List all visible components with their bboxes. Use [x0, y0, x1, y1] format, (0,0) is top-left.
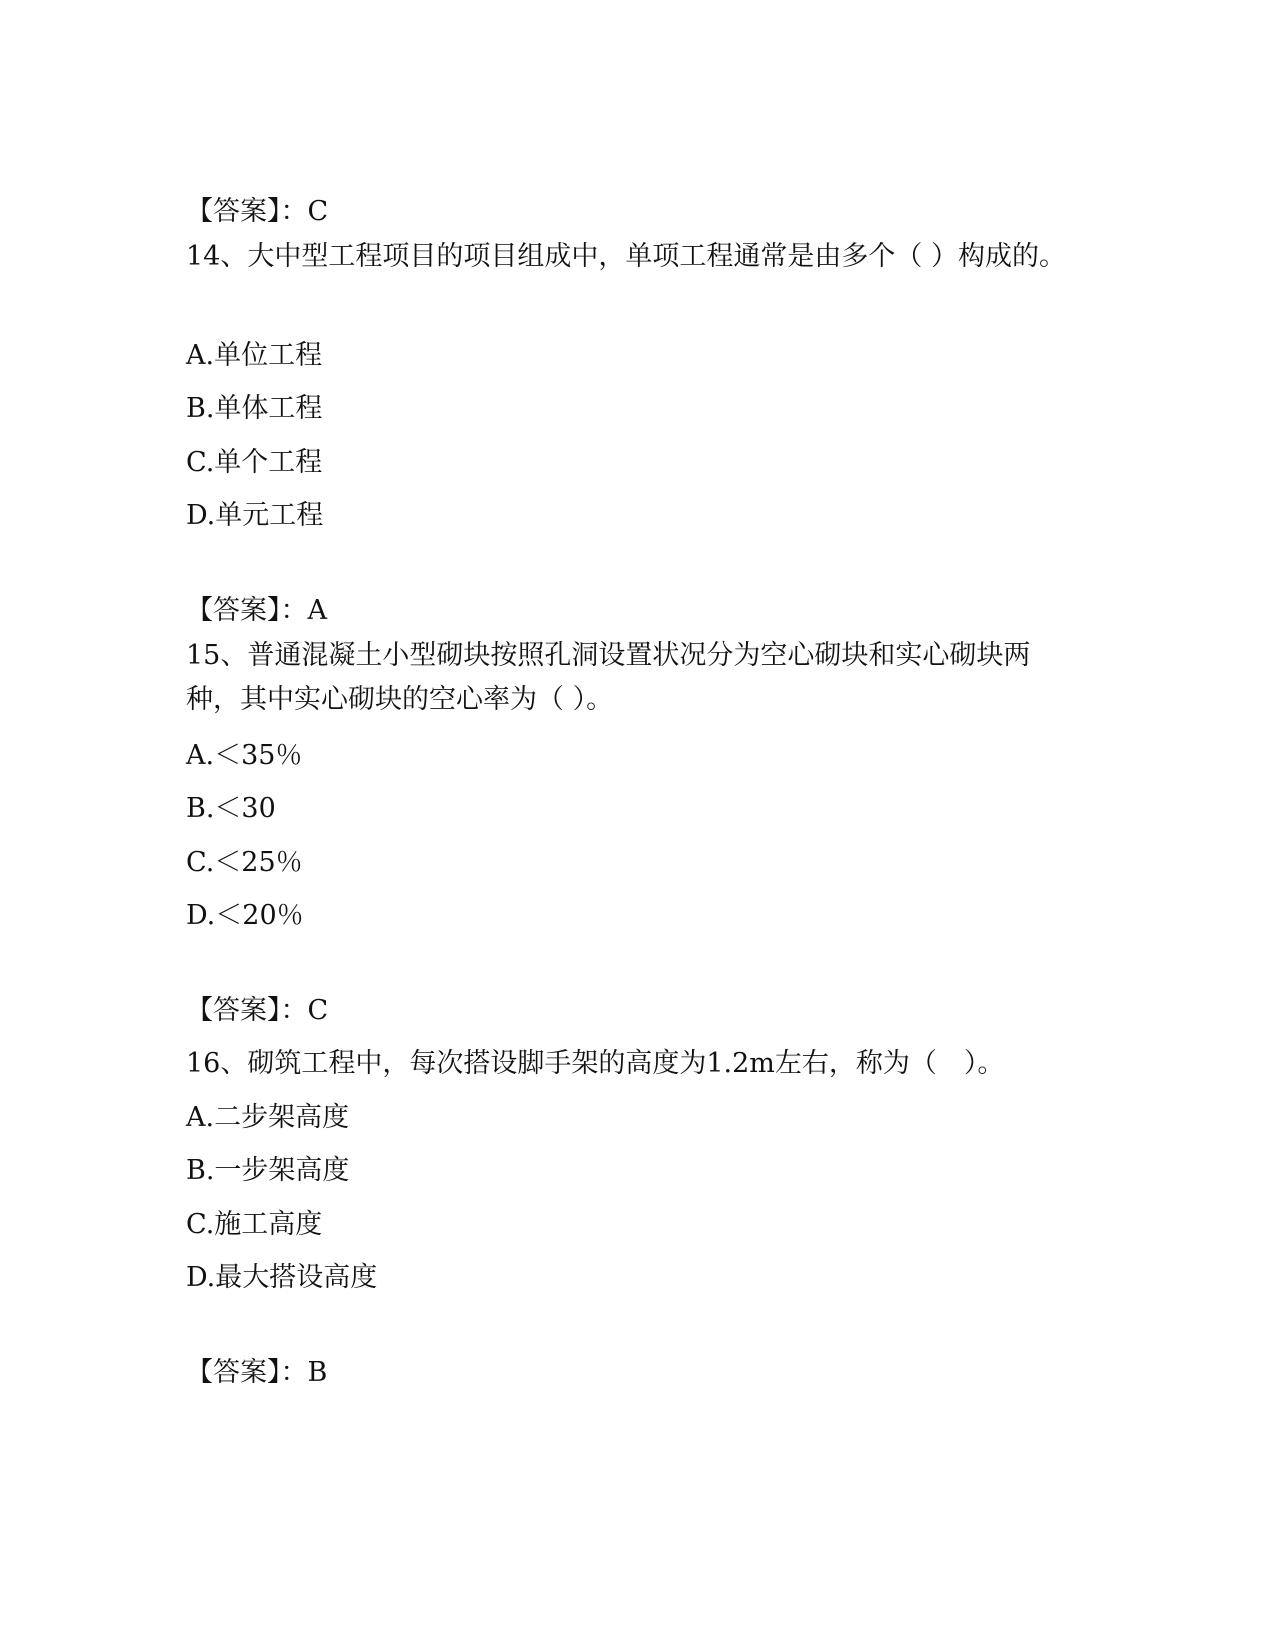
- question-16-option-c: C.施工高度: [186, 1209, 323, 1240]
- question-15-option-d: D.＜20％: [186, 900, 304, 931]
- question-16-text: 16、砌筑工程中，每次搭设脚手架的高度为1.2m左右，称为（ ）。: [186, 1048, 1005, 1079]
- answer-prev: 【答案】：C: [186, 196, 329, 227]
- question-14-text: 14、大中型工程项目的项目组成中，单项工程通常是由多个（ ）构成的。: [186, 241, 1066, 272]
- question-16-answer: 【答案】：B: [186, 1357, 328, 1388]
- question-14-option-a: A.单位工程: [186, 340, 323, 371]
- question-16-option-b: B.一步架高度: [186, 1155, 350, 1186]
- question-15-option-c: C.＜25％: [186, 847, 303, 878]
- question-14-answer: 【答案】：A: [186, 595, 327, 626]
- question-14-option-c: C.单个工程: [186, 447, 323, 478]
- question-15-option-a: A.＜35％: [186, 740, 303, 771]
- question-16-option-d: D.最大搭设高度: [186, 1262, 378, 1293]
- question-14-option-b: B.单体工程: [186, 393, 323, 424]
- question-14-option-d: D.单元工程: [186, 500, 324, 531]
- question-15-option-b: B.＜30: [186, 793, 276, 824]
- question-15-text: 15、普通混凝土小型砌块按照孔洞设置状况分为空心砌块和实心砌块两种，其中实心砌块的空心率为（ ）。: [186, 640, 1031, 715]
- question-15-answer: 【答案】：C: [186, 995, 329, 1026]
- question-16-option-a: A.二步架高度: [186, 1102, 350, 1133]
